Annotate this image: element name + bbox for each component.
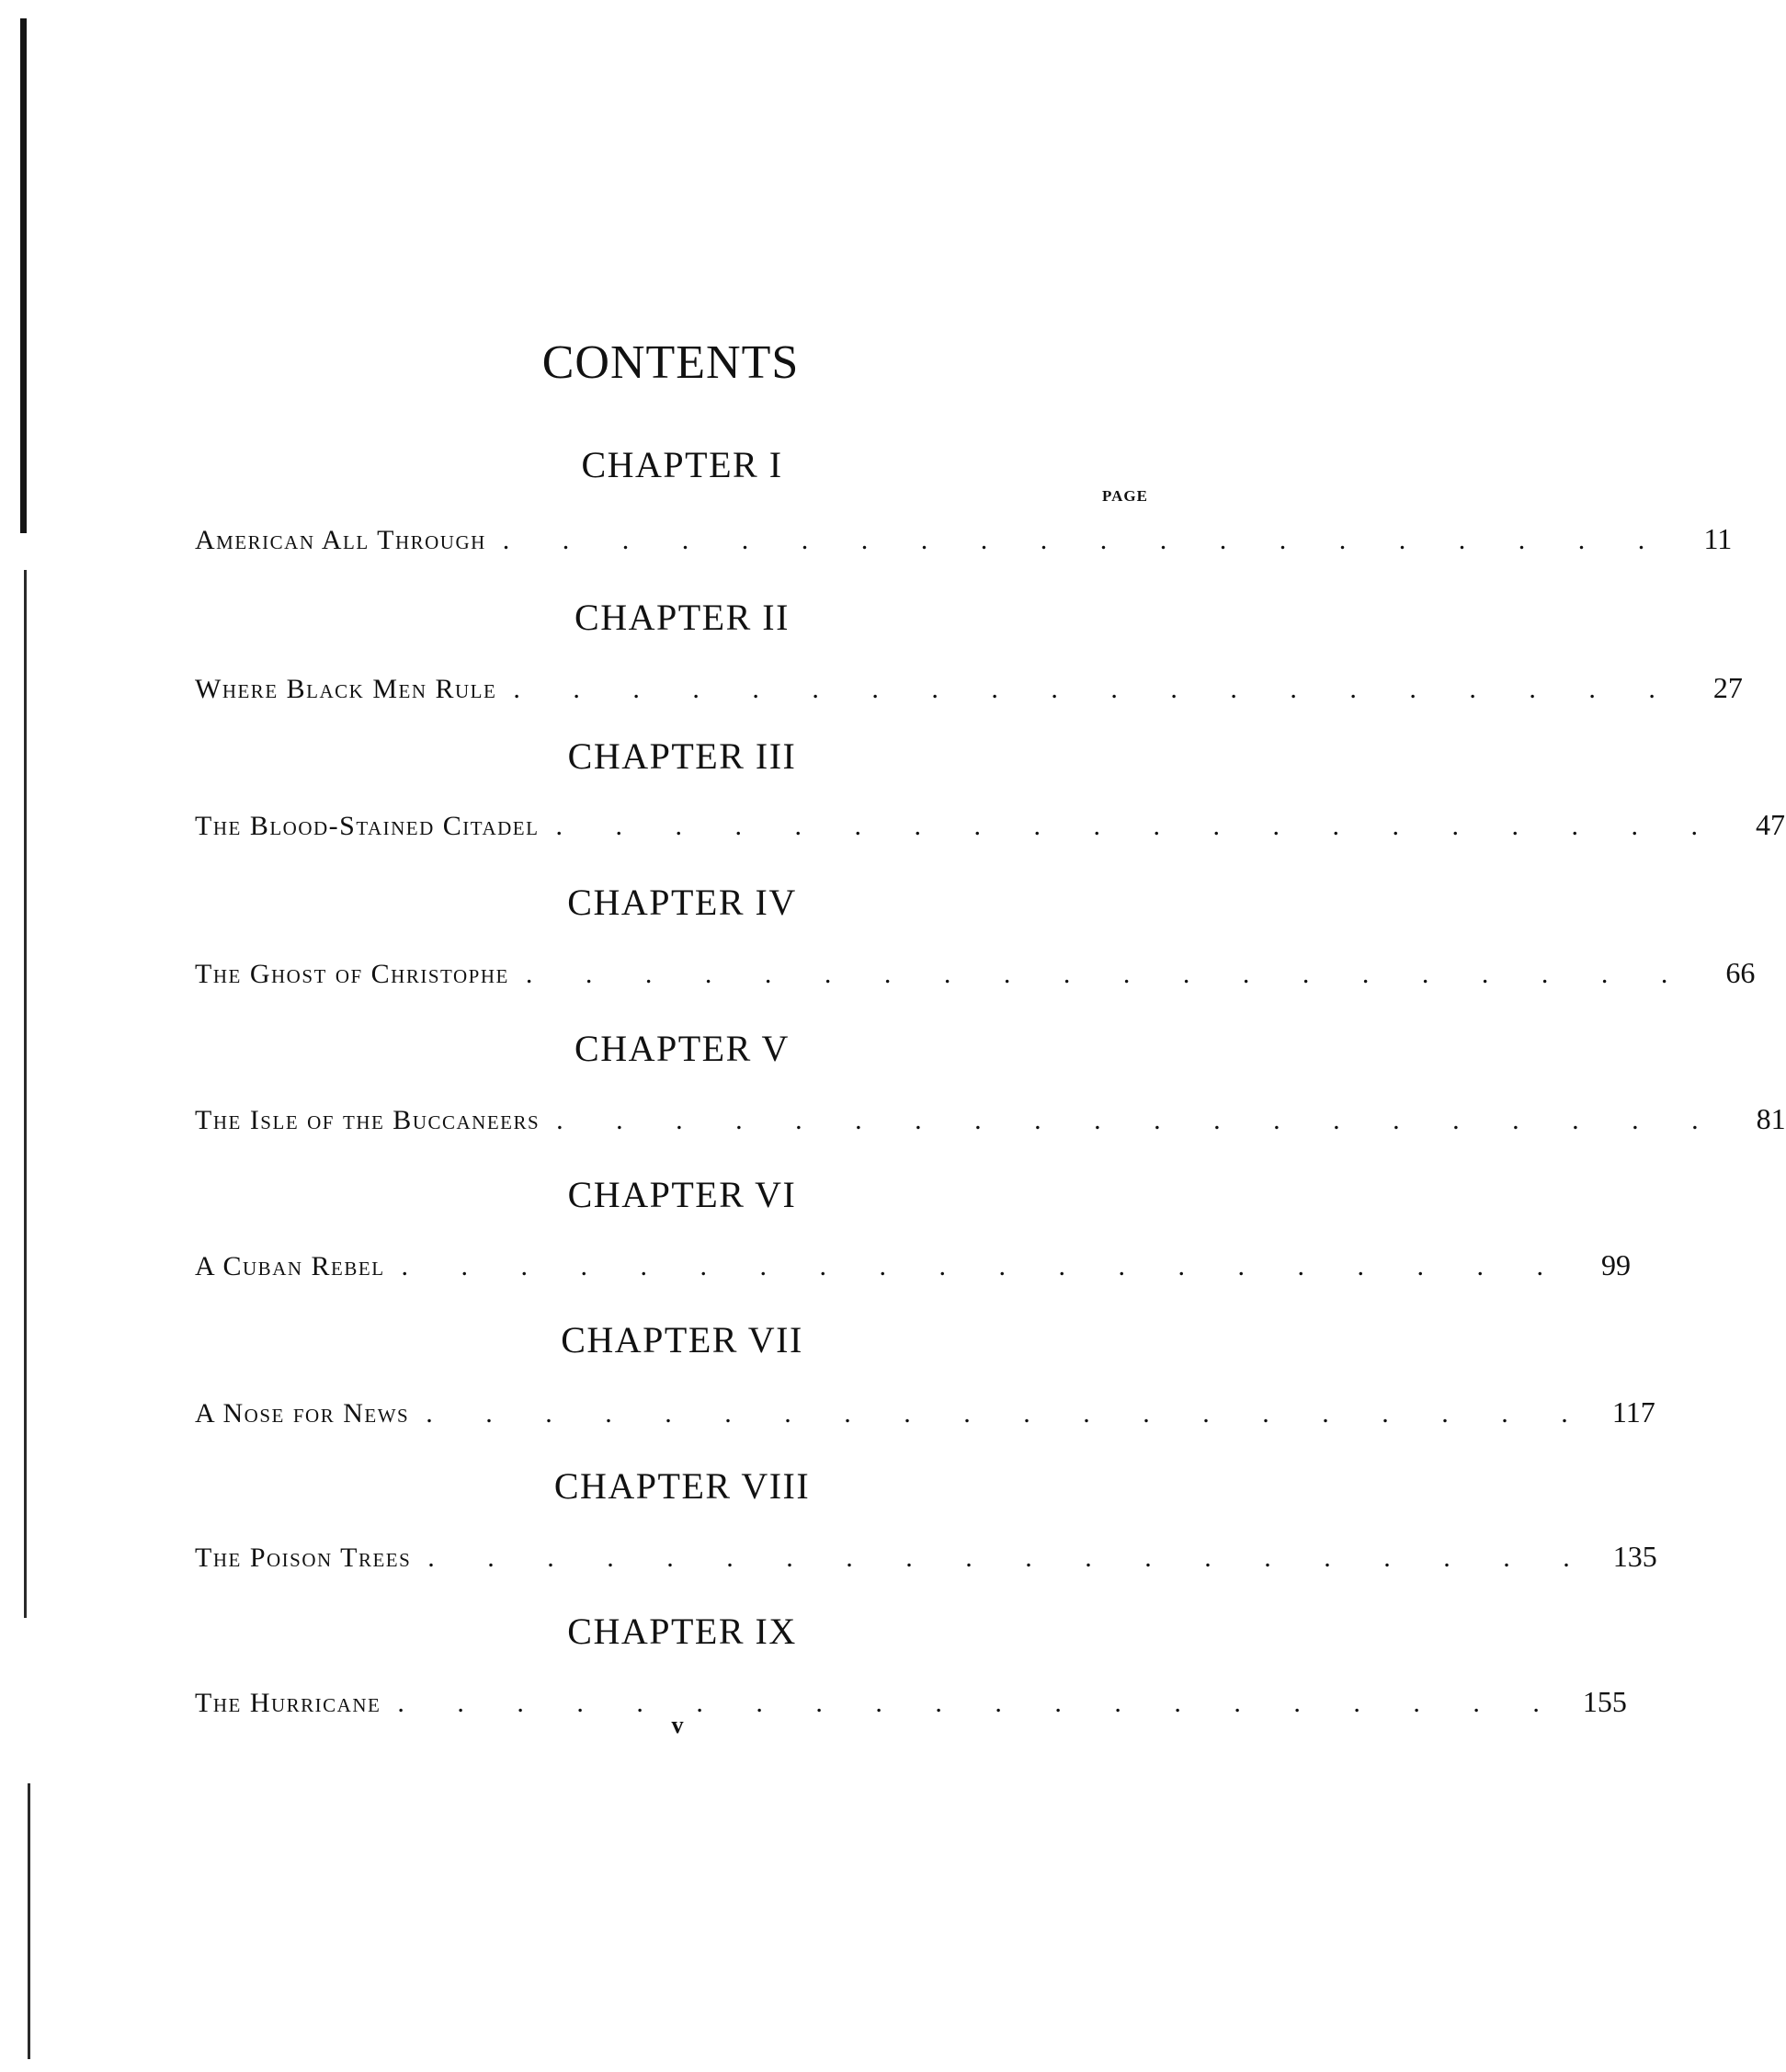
chapter-page-number: 27	[1712, 671, 1743, 704]
chapter-title: The Ghost of Christophe	[195, 959, 509, 989]
chapter-title: The Poison Trees	[195, 1543, 412, 1573]
chapter-page-number: 11	[1703, 522, 1733, 555]
toc-row[interactable]	[195, 947, 1756, 998]
chapter-title: Where Black Men Rule	[195, 674, 497, 704]
chapter-title: The Blood-Stained Citadel	[195, 811, 540, 841]
dot-leader: . . . . . . . . . . . . . . . . . . . .	[556, 1105, 1722, 1135]
contents-title: CONTENTS	[541, 336, 800, 389]
chapter-title: The Isle of the Buccaneers	[195, 1105, 540, 1135]
chapter-entry	[195, 731, 1785, 850]
toc-row[interactable]	[195, 513, 1733, 564]
toc-row[interactable]	[195, 799, 1785, 850]
dot-leader: . . . . . . . . . . . . . . . . . . . .	[555, 811, 1721, 841]
chapter-heading: CHAPTER III	[567, 735, 797, 777]
chapter-title: The Hurricane	[195, 1688, 381, 1718]
toc-row[interactable]	[195, 1531, 1657, 1582]
chapter-title: A Nose for News	[195, 1398, 410, 1429]
chapter-entry	[195, 1461, 1657, 1582]
dot-leader: . . . . . . . . . . . . . . . . . . . .	[525, 959, 1691, 989]
page-column-label: PAGE	[1102, 487, 1148, 505]
chapter-heading: CHAPTER V	[574, 1028, 790, 1069]
dot-leader: . . . . . . . . . . . . . . . . . . . .	[427, 1543, 1593, 1573]
binding-edge-shadow	[28, 1783, 30, 2059]
chapter-page-number: 135	[1612, 1540, 1657, 1573]
chapter-heading: CHAPTER IV	[567, 882, 797, 923]
chapter-entry	[195, 1023, 1786, 1144]
chapter-heading: CHAPTER IX	[567, 1611, 797, 1652]
binding-edge-shadow	[20, 18, 27, 533]
toc-row[interactable]	[195, 1093, 1786, 1144]
dot-leader: . . . . . . . . . . . . . . . . . . . .	[426, 1398, 1591, 1429]
dot-leader: . . . . . . . . . . . . . . . . . . . .	[513, 674, 1678, 704]
binding-edge-shadow	[24, 570, 27, 1618]
chapter-title: American All Through	[195, 525, 486, 555]
chapter-heading: CHAPTER II	[574, 597, 790, 638]
page-folio: v	[671, 1712, 684, 1738]
chapter-heading: CHAPTER I	[581, 444, 783, 485]
chapter-entry	[195, 1169, 1632, 1291]
chapter-page-number: 155	[1582, 1685, 1627, 1718]
chapter-page-number: 66	[1725, 956, 1756, 989]
chapter-entry	[195, 592, 1743, 713]
chapter-entry	[195, 1315, 1655, 1438]
chapter-page-number: 117	[1611, 1395, 1655, 1429]
chapter-title: A Cuban Rebel	[195, 1251, 385, 1281]
dot-leader: . . . . . . . . . . . . . . . . . . . .	[401, 1251, 1567, 1281]
chapter-entry	[195, 877, 1756, 998]
toc-row[interactable]	[195, 662, 1743, 713]
chapter-entry	[195, 1606, 1627, 1727]
chapter-page-number: 81	[1756, 1102, 1786, 1135]
chapter-heading: CHAPTER VIII	[553, 1465, 811, 1507]
dot-leader: . . . . . . . . . . . . . . . . . . . .	[502, 525, 1668, 555]
chapter-page-number: 47	[1755, 808, 1785, 841]
chapter-page-number: 99	[1601, 1248, 1632, 1281]
dot-leader: . . . . . . . . . . . . . . . . . . . .	[397, 1688, 1563, 1718]
chapter-heading: CHAPTER VII	[561, 1319, 803, 1360]
toc-row[interactable]	[195, 1239, 1632, 1291]
chapter-heading: CHAPTER VI	[567, 1174, 797, 1215]
toc-row[interactable]	[195, 1386, 1655, 1438]
chapter-entry	[195, 439, 1733, 564]
